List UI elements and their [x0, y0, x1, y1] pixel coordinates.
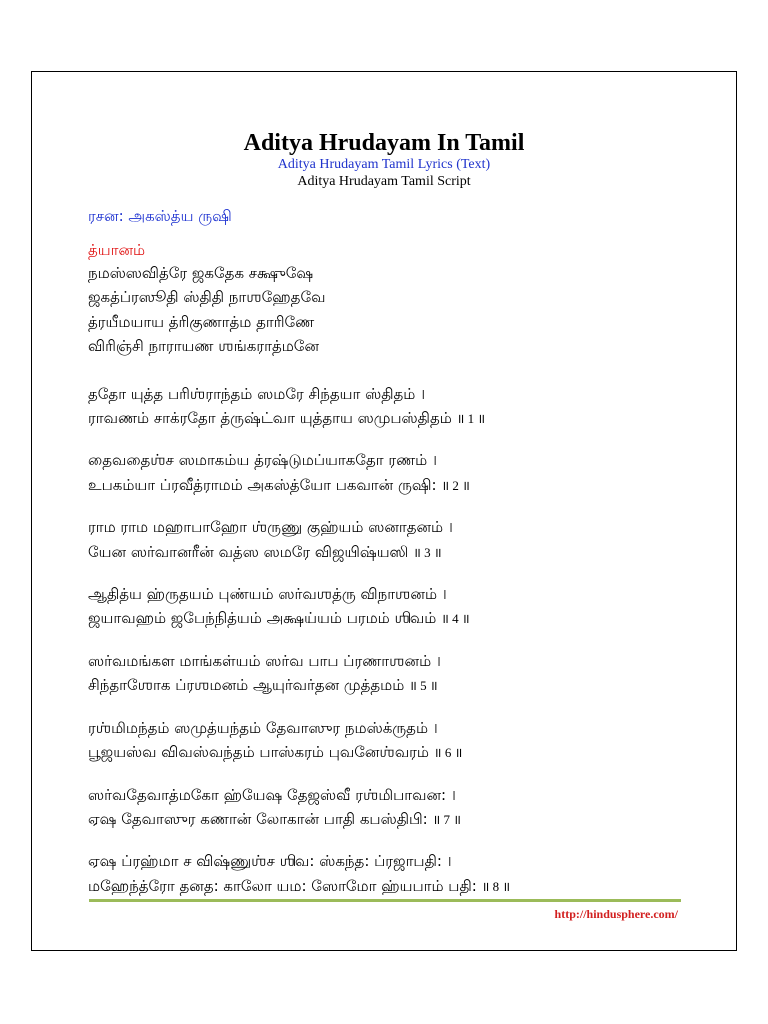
verse-line — [88, 473, 716, 498]
document-body — [88, 205, 716, 899]
document-header — [32, 130, 736, 190]
verse-text: ஜயாவஹம் ஜபேந்நித்யம் அக்ஷய்யம் பரமம் ஶிவம் — [88, 609, 437, 628]
verse-text: ராவணம் சாக்ரதோ த்ருஷ்ட்வா யுத்தாய ஸமுபஸ்திதம் — [88, 409, 452, 428]
verse-line — [88, 874, 716, 899]
author-line: ரசன: அகஸ்த்ய ருஷி — [88, 207, 232, 225]
verse-number: ॥ 8 ॥ — [481, 878, 511, 894]
verse-text: மஹேந்த்ரோ தனத꞉ காலோ யம꞉ ஸோமோ ஹ்யபாம் பதி꞉ — [88, 876, 477, 895]
footer-divider — [89, 899, 681, 902]
subtitle-lyrics: Aditya Hrudayam Tamil Lyrics (Text) — [277, 157, 491, 172]
verse-line: தைவதைஶ்ச ஸமாகம்ய த்ரஷ்டுமப்யாகதோ ரணம் । — [88, 451, 437, 470]
verse-line — [88, 740, 716, 765]
verse-line — [88, 406, 716, 431]
verse-2 — [88, 448, 716, 498]
dhyanam-line: நமஸ்ஸவித்ரே ஜகதேக சக்ஷுஷே — [88, 264, 314, 282]
verse-line: ஆதித்ய ஹ்ருதயம் புண்யம் ஸர்வஶத்ரு விநாஶனம் । — [88, 585, 447, 604]
verse-line: ஸர்வமங்கள மாங்கள்யம் ஸர்வ பாப ப்ரணாஶனம் । — [88, 651, 441, 670]
verse-number: ॥ 3 ॥ — [413, 544, 442, 560]
verse-text: சிந்தாஶோக ப்ரஶமனம் ஆயுர்வர்தன முத்தமம் — [88, 676, 405, 695]
verse-line — [88, 606, 716, 631]
dhyanam-line: ஜகத்ப்ரஸூதி ஸ்திதி நாஶஹேதவே — [88, 288, 326, 307]
verse-number: ॥ 4 ॥ — [441, 611, 470, 627]
verse-text: உபகம்யா ப்ரவீத்ராமம் அகஸ்த்யோ பகவான் ருஷி꞉ — [88, 475, 437, 494]
verse-1 — [88, 382, 716, 432]
section-heading-dhyanam: த்யானம் — [88, 241, 146, 259]
verse-number: ॥ 7 ॥ — [432, 811, 462, 827]
verse-5 — [88, 649, 716, 699]
verse-line: ஸர்வதேவாத்மகோ ஹ்யேஷ தேஜஸ்வீ ரஶ்மிபாவன꞉ । — [88, 785, 456, 804]
footer-url-link[interactable]: http://hindusphere.com/ — [554, 907, 678, 921]
verse-line: ஏஷ ப்ரஹ்மா ச விஷ்ணுஶ்ச ஶிவ꞉ ஸ்கந்த꞉ ப்ரஜாபதி꞉ । — [88, 852, 452, 871]
verse-line — [88, 807, 716, 832]
verse-line — [88, 673, 716, 698]
verse-text: யேன ஸர்வானரீன் வத்ஸ ஸமரே விஜயிஷ்யஸி — [88, 542, 409, 561]
verse-number: ॥ 6 ॥ — [433, 745, 463, 761]
verse-line — [88, 540, 716, 565]
verse-number: ॥ 2 ॥ — [441, 477, 470, 493]
verse-4 — [88, 582, 716, 632]
verse-6 — [88, 716, 716, 766]
verse-7 — [88, 783, 716, 833]
verse-text: ஏஷ தேவாஸுர கணான் லோகான் பாதி கபஸ்திபி꞉ — [88, 809, 428, 828]
verse-number: ॥ 1 ॥ — [456, 411, 486, 427]
verse-line: ரஶ்மிமந்தம் ஸமுத்யந்தம் தேவாஸுர நமஸ்க்ருதம் । — [88, 718, 438, 737]
verse-line: ராம ராம மஹாபாஹோ ஶ்ருணு குஹ்யம் ஸனாதனம் । — [88, 518, 453, 537]
dhyanam-block — [88, 261, 716, 359]
verse-number: ॥ 5 ॥ — [409, 678, 438, 694]
dhyanam-line: த்ரயீமயாய த்ரிகுணாத்ம தாரிணே — [88, 312, 315, 331]
page-title: Aditya Hrudayam In Tamil — [243, 130, 525, 156]
page-frame — [31, 71, 737, 951]
subtitle-script: Aditya Hrudayam Tamil Script — [297, 174, 471, 189]
verse-line: ததோ யுத்த பரிஶ்ராந்தம் ஸமரே சிந்தயா ஸ்திதம் । — [88, 384, 426, 403]
verse-3 — [88, 515, 716, 565]
dhyanam-line: விரிஞ்சி நாராயண ஶங்கராத்மனே — [88, 337, 320, 356]
verse-text: பூஜயஸ்வ விவஸ்வந்தம் பாஸ்கரம் புவனேஶ்வரம் — [88, 743, 429, 762]
verse-8 — [88, 849, 716, 899]
